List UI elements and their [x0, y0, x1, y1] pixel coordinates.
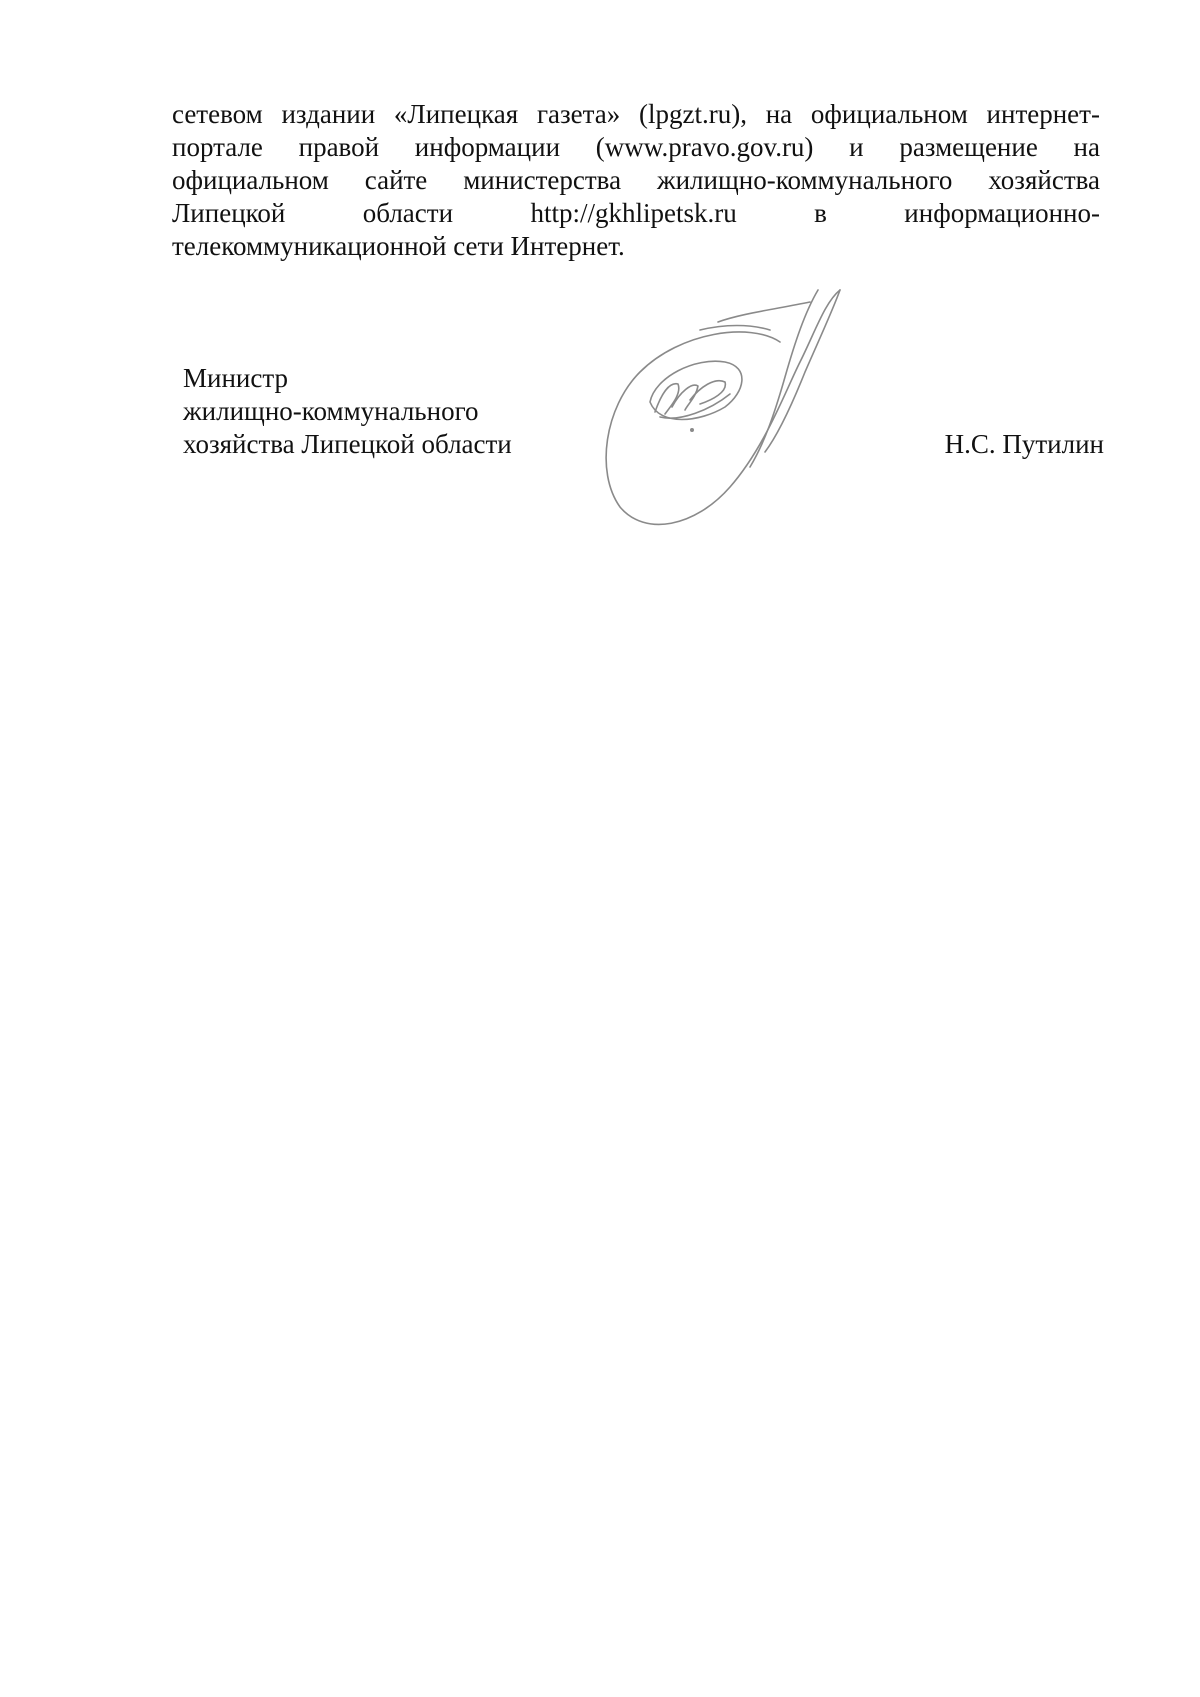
- position-line-3: хозяйства Липецкой области: [183, 429, 512, 459]
- word: на: [1073, 132, 1100, 162]
- word: информации: [414, 132, 561, 162]
- word: http://gkhlipetsk.ru: [530, 198, 737, 228]
- word: правой: [298, 132, 380, 162]
- word: (lpgzt.ru),: [639, 99, 747, 129]
- word: газета»: [536, 99, 621, 129]
- word: сайте: [364, 165, 428, 195]
- word: сетевом: [172, 99, 263, 129]
- word: хозяйства: [988, 165, 1100, 195]
- word: (www.pravo.gov.ru): [595, 132, 814, 162]
- position-line-2: жилищно-коммунального: [183, 396, 479, 426]
- signatory-position: [183, 362, 512, 461]
- body-line-1: [172, 98, 1100, 131]
- word: на: [765, 99, 793, 129]
- word: министерства: [463, 165, 622, 195]
- word: Липецкой: [172, 198, 286, 228]
- word: и: [849, 132, 864, 162]
- body-paragraph: [172, 98, 1100, 263]
- word: официальном: [172, 165, 329, 195]
- body-line-4: [172, 197, 1100, 230]
- body-line-3: [172, 164, 1100, 197]
- word: информационно-: [904, 198, 1100, 228]
- word: размещение: [899, 132, 1038, 162]
- word: официальном: [810, 99, 968, 129]
- signatory-name: Н.С. Путилин: [944, 429, 1104, 459]
- position-line-1: Министр: [183, 363, 288, 393]
- body-line-2: [172, 131, 1100, 164]
- body-line-5: телекоммуникационной сети Интернет.: [172, 231, 625, 261]
- word: области: [362, 198, 454, 228]
- word: портале: [172, 132, 263, 162]
- word: интернет-: [986, 99, 1100, 129]
- word: в: [814, 198, 827, 228]
- word: «Липецкая: [393, 99, 519, 129]
- word: издании: [281, 99, 376, 129]
- word: жилищно-коммунального: [656, 165, 953, 195]
- handwritten-signature-icon: [600, 282, 900, 542]
